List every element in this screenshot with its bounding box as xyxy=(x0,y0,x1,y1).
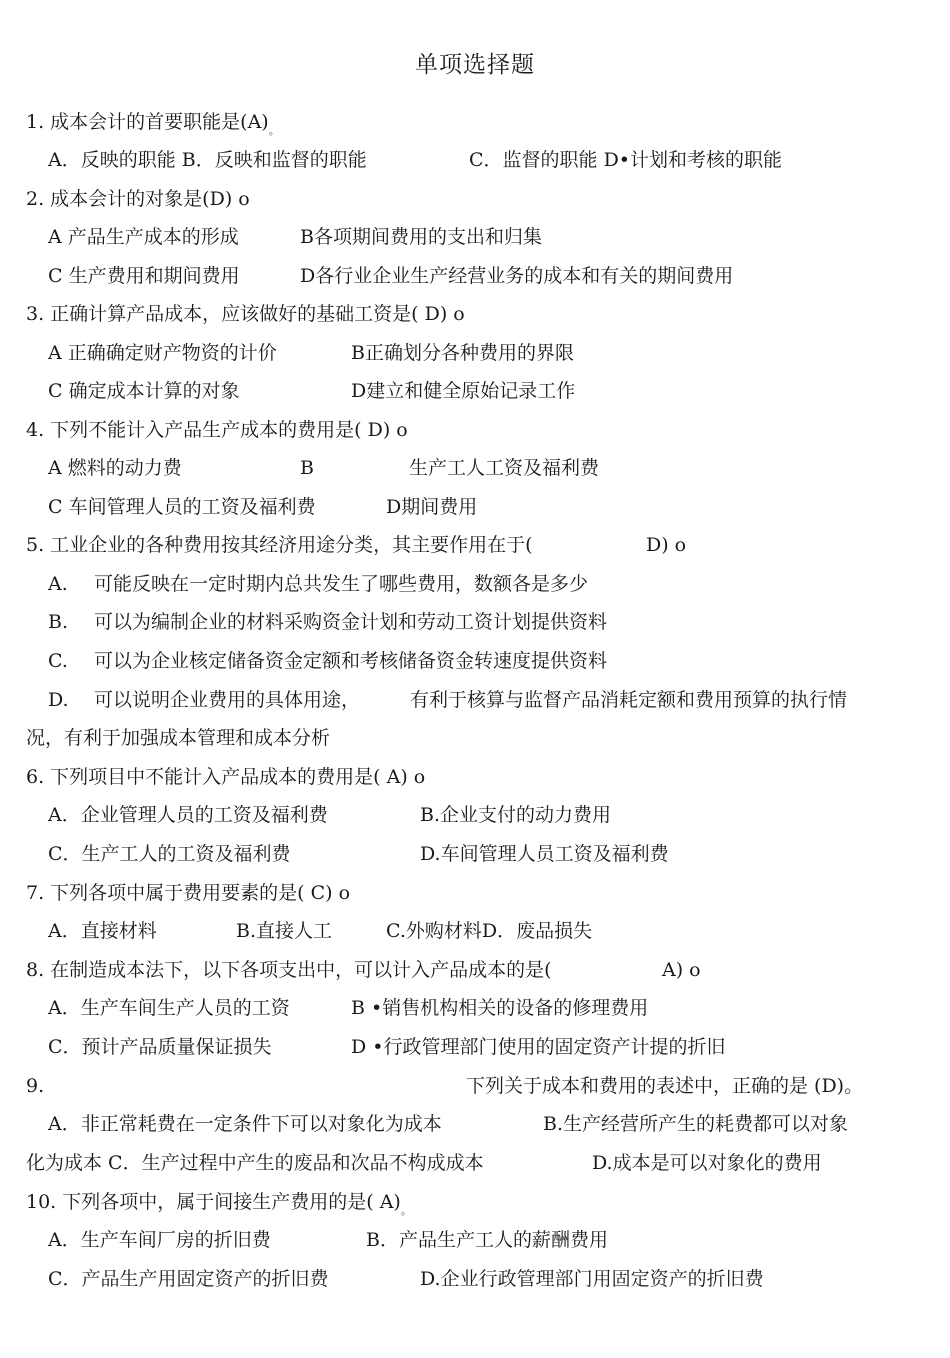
question-1-stem: 1. 成本会计的首要职能是$(A)_。$ xyxy=(26,111,280,137)
question-9-options-row2 xyxy=(26,1149,926,1177)
option-b: B.直接人工 xyxy=(236,920,333,942)
question-3-options-row1 xyxy=(48,339,928,367)
question-8-stem: 8. 在制造成本法下，以下各项支出中，可以计入产品成本的是( xyxy=(26,959,552,981)
question-6-options-row2 xyxy=(48,840,928,868)
question-4-stem: 4. 下列不能计入产品生产成本的费用是( D) o xyxy=(26,419,408,441)
question-2-options-row2 xyxy=(48,262,928,290)
option-b-letter: B. xyxy=(48,611,69,633)
option-c: C．预计产品质量保证损失 xyxy=(48,1036,272,1058)
option-d-part2: 有利于核算与监督产品消耗定额和费用预算的执行情 xyxy=(410,689,848,711)
option-b-letter: B xyxy=(300,457,314,479)
option-b: B正确划分各种费用的界限 xyxy=(351,342,574,364)
question-1-options xyxy=(48,146,928,174)
option-a: 可能反映在一定时期内总共发生了哪些费用，数额各是多少 xyxy=(94,573,589,595)
option-cd: C.外购材料D．废品损失 xyxy=(386,920,593,942)
question-5-option-a xyxy=(48,570,928,598)
option-d-part3: 况，有利于加强成本管理和成本分析 xyxy=(26,727,331,749)
question-6-options-row1 xyxy=(48,801,928,829)
question-8-options-row2 xyxy=(48,1033,928,1061)
question-9 xyxy=(26,1072,926,1100)
question-5-option-c xyxy=(48,647,928,675)
question-2-options-row1 xyxy=(48,223,928,251)
option-b: B.生产经营所产生的耗费都可以对象 xyxy=(543,1113,849,1135)
question-5-answer: D) o xyxy=(646,534,687,556)
question-1 xyxy=(26,108,926,136)
question-3-stem: 3. 正确计算产品成本，应该做好的基础工资是( D) o xyxy=(26,303,465,325)
question-7 xyxy=(26,879,926,907)
option-d: D建立和健全原始记录工作 xyxy=(351,380,576,402)
question-4-options-row2 xyxy=(48,493,928,521)
question-4-options-row1 xyxy=(48,454,928,482)
option-a: A 燃料的动力费 xyxy=(48,457,182,479)
option-b: B.企业支付的动力费用 xyxy=(420,804,612,826)
option-b: 可以为编制企业的材料采购资金计划和劳动工资计划提供资料 xyxy=(94,611,608,633)
question-2 xyxy=(26,185,926,213)
question-5 xyxy=(26,531,926,559)
option-a: A．非正常耗费在一定条件下可以对象化为成本 xyxy=(48,1113,442,1135)
question-6 xyxy=(26,763,926,791)
question-10-stem: 10. 下列各项中，属于间接生产费用的是( $A)_。$ xyxy=(26,1191,412,1217)
option-d-letter: D. xyxy=(48,689,69,711)
question-9-number: 9. xyxy=(26,1075,45,1097)
option-a: A．直接材料 xyxy=(48,920,157,942)
option-a: A．企业管理人员的工资及福利费 xyxy=(48,804,328,826)
question-8-answer: A) o xyxy=(662,959,701,981)
question-5-stem: 5. 工业企业的各种费用按其经济用途分类，其主要作用在于( xyxy=(26,534,533,556)
option-a: A 正确确定财产物资的计价 xyxy=(48,342,277,364)
page-title: 单项选择题 xyxy=(415,52,535,78)
option-d-part1: 可以说明企业费用的具体用途， xyxy=(94,689,361,711)
option-a: A．生产车间厂房的折旧费 xyxy=(48,1229,271,1251)
question-9-options-row1 xyxy=(48,1110,928,1138)
option-ab: A．反映的职能 B．反映和监督的职能 xyxy=(48,149,367,171)
option-c: C 生产费用和期间费用 xyxy=(48,265,240,287)
option-d: D.企业行政管理部门用固定资产的折旧费 xyxy=(420,1268,764,1290)
question-10-options-row2 xyxy=(48,1265,928,1293)
option-a-letter: A. xyxy=(48,573,68,595)
question-7-stem: 7. 下列各项中属于费用要素的是( C) o xyxy=(26,882,351,904)
option-d: D.车间管理人员工资及福利费 xyxy=(420,843,669,865)
option-d: D各行业企业生产经营业务的成本和有关的期间费用 xyxy=(300,265,734,287)
option-d: D期间费用 xyxy=(386,496,478,518)
question-8-options-row1 xyxy=(48,994,928,1022)
option-cd: C．监督的职能 D•计划和考核的职能 xyxy=(469,149,783,171)
option-a: A．生产车间生产人员的工资 xyxy=(48,997,290,1019)
option-b: B．产品生产工人的薪酬费用 xyxy=(366,1229,608,1251)
question-9-stem: 下列关于成本和费用的表述中，正确的是 (D)。 xyxy=(466,1075,864,1097)
question-10-options-row1 xyxy=(48,1226,928,1254)
question-5-option-b xyxy=(48,608,928,636)
option-c-letter: C. xyxy=(48,650,68,672)
option-c: C 确定成本计算的对象 xyxy=(48,380,240,402)
option-c: C．产品生产用固定资产的折旧费 xyxy=(48,1268,329,1290)
option-b-cont-and-c: 化为成本 C．生产过程中产生的废品和次品不构成成本 xyxy=(26,1152,484,1174)
option-a: A 产品生产成本的形成 xyxy=(48,226,239,248)
question-2-stem: 2. 成本会计的对象是(D) o xyxy=(26,188,250,210)
question-5-option-d-cont xyxy=(26,724,926,752)
question-8 xyxy=(26,956,926,984)
option-c: C 车间管理人员的工资及福利费 xyxy=(48,496,316,518)
option-d: D •行政管理部门使用的固定资产计提的折旧 xyxy=(351,1036,726,1058)
option-b: 生产工人工资及福利费 xyxy=(409,457,600,479)
option-c: C．生产工人的工资及福利费 xyxy=(48,843,291,865)
option-b: B •销售机构相关的设备的修理费用 xyxy=(351,997,649,1019)
question-4 xyxy=(26,416,926,444)
option-c: 可以为企业核定储备资金定额和考核储备资金转速度提供资料 xyxy=(94,650,608,672)
question-3 xyxy=(26,300,926,328)
option-b: B各项期间费用的支出和归集 xyxy=(300,226,542,248)
question-3-options-row2 xyxy=(48,377,928,405)
option-d: D.成本是可以对象化的费用 xyxy=(592,1152,822,1174)
question-6-stem: 6. 下列项目中不能计入产品成本的费用是( A) o xyxy=(26,766,426,788)
question-5-option-d xyxy=(48,686,928,714)
question-7-options xyxy=(48,917,928,945)
question-10 xyxy=(26,1188,926,1216)
